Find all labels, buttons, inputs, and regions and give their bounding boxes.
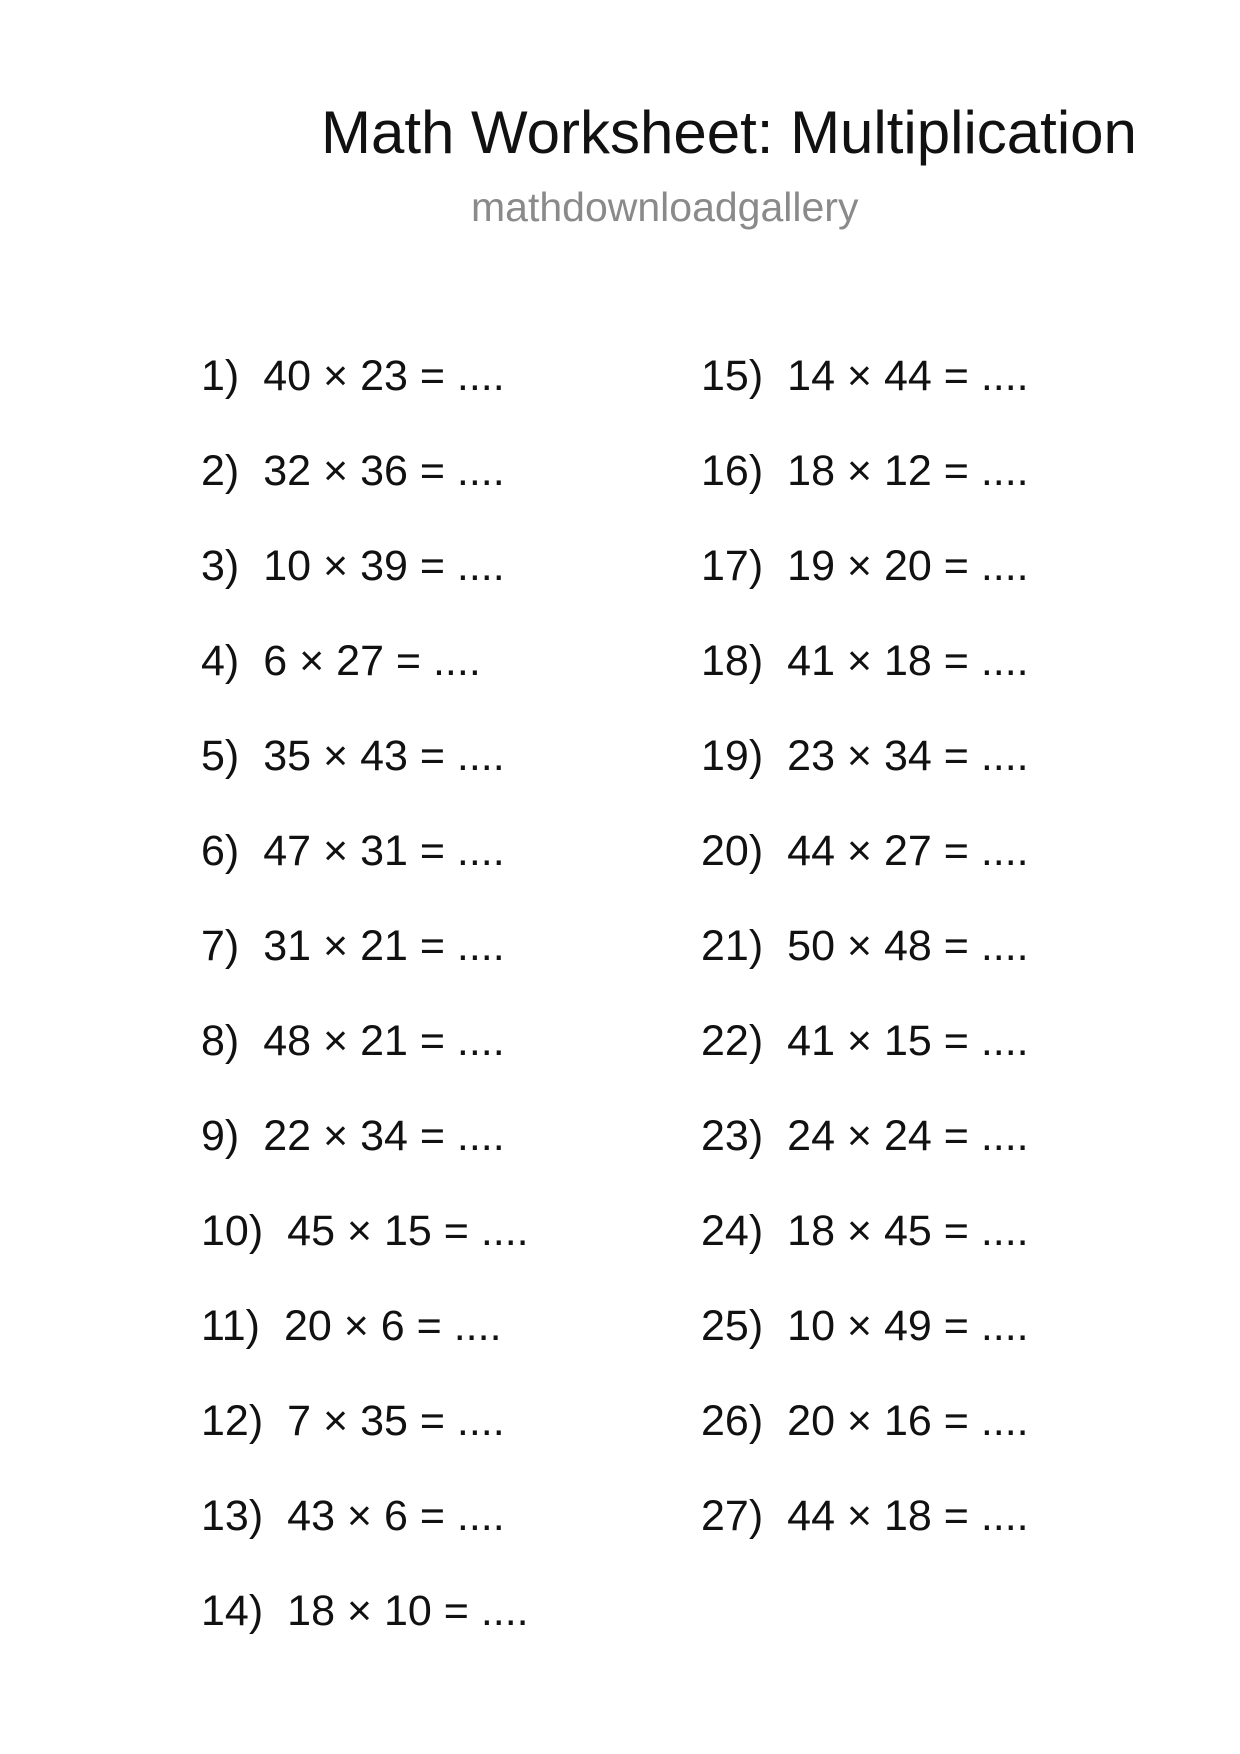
problem-expression: 10 × 49 = .... [787,1302,1029,1350]
problem-item [701,1011,1029,1106]
problem-expression: 41 × 15 = .... [787,1017,1029,1065]
problem-expression: 50 × 48 = .... [787,922,1029,970]
problem-number: 5) [201,732,240,780]
problem-item [701,916,1029,1011]
problem-number: 1) [201,352,240,400]
problem-number: 23) [701,1112,764,1160]
problem-item [201,441,529,536]
problem-number: 24) [701,1207,764,1255]
problem-number: 20) [701,827,764,875]
problem-item [701,1106,1029,1201]
page-title: Math Worksheet: Multiplication [321,99,1137,166]
problem-number: 16) [701,447,764,495]
problem-item [701,441,1029,536]
problem-item [701,1486,1029,1581]
problem-number: 2) [201,447,240,495]
problem-item [201,916,529,1011]
problem-number: 4) [201,637,240,685]
problem-number: 9) [201,1112,240,1160]
problem-expression: 14 × 44 = .... [787,352,1029,400]
problem-number: 17) [701,542,764,590]
problem-expression: 31 × 21 = .... [263,922,505,970]
problem-expression: 23 × 34 = .... [787,732,1029,780]
problem-expression: 19 × 20 = .... [787,542,1029,590]
problem-expression: 18 × 12 = .... [787,447,1029,495]
problem-number: 21) [701,922,764,970]
problem-expression: 44 × 18 = .... [787,1492,1029,1540]
problem-number: 22) [701,1017,764,1065]
problem-number: 26) [701,1397,764,1445]
problem-item [201,1391,529,1486]
problem-item [201,726,529,821]
problem-item [201,821,529,916]
page-subtitle: mathdownloadgallery [471,184,859,230]
problem-number: 11) [201,1302,260,1350]
problem-expression: 10 × 39 = .... [263,542,505,590]
problem-number: 7) [201,922,240,970]
problem-expression: 7 × 35 = .... [287,1397,505,1445]
problem-number: 3) [201,542,240,590]
problem-expression: 43 × 6 = .... [287,1492,505,1540]
problem-item [701,1201,1029,1296]
problem-expression: 24 × 24 = .... [787,1112,1029,1160]
problem-number: 19) [701,732,764,780]
problem-number: 6) [201,827,240,875]
problem-item [701,631,1029,726]
problem-expression: 48 × 21 = .... [263,1017,505,1065]
problem-item [701,821,1029,916]
problem-expression: 44 × 27 = .... [787,827,1029,875]
problem-number: 10) [201,1207,264,1255]
problem-number: 15) [701,352,764,400]
problem-expression: 47 × 31 = .... [263,827,505,875]
problem-expression: 18 × 45 = .... [787,1207,1029,1255]
problem-item [701,1296,1029,1391]
problem-column-right [701,346,1029,1581]
problem-expression: 18 × 10 = .... [287,1587,529,1635]
problem-item [701,726,1029,821]
problem-item [201,1581,529,1676]
problem-column-left [201,346,529,1676]
problem-expression: 35 × 43 = .... [263,732,505,780]
problem-item [701,1391,1029,1486]
problem-item [201,1486,529,1581]
problem-expression: 6 × 27 = .... [263,637,481,685]
problem-number: 27) [701,1492,764,1540]
problem-expression: 40 × 23 = .... [263,352,505,400]
problem-number: 25) [701,1302,764,1350]
problem-item [201,1296,529,1391]
problem-number: 8) [201,1017,240,1065]
problem-item [201,1011,529,1106]
problem-expression: 20 × 16 = .... [787,1397,1029,1445]
problem-item [201,536,529,631]
problem-item [701,536,1029,631]
problem-expression: 45 × 15 = .... [287,1207,529,1255]
problem-expression: 20 × 6 = .... [283,1302,502,1350]
problem-number: 12) [201,1397,264,1445]
problem-number: 14) [201,1587,264,1635]
problem-item [701,346,1029,441]
problem-item [201,1201,529,1296]
problem-number: 13) [201,1492,264,1540]
problem-number: 18) [701,637,764,685]
problem-expression: 32 × 36 = .... [263,447,505,495]
problem-item [201,631,529,726]
problem-item [201,346,529,441]
problem-expression: 41 × 18 = .... [787,637,1029,685]
problem-expression: 22 × 34 = .... [263,1112,505,1160]
problem-item [201,1106,529,1201]
